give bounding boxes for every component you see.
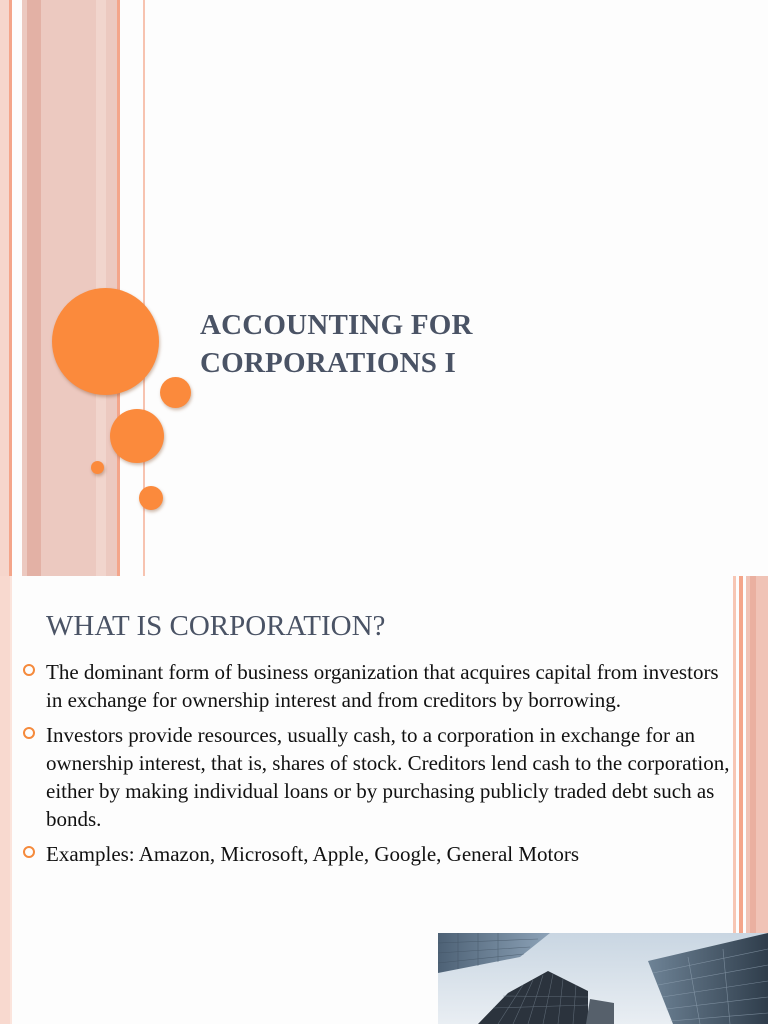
decorative-circle-small xyxy=(139,486,163,510)
bullet-icon xyxy=(23,664,35,676)
bullet-list xyxy=(22,658,734,875)
decorative-stripe xyxy=(9,0,12,576)
decorative-circle-large xyxy=(52,288,159,395)
decorative-stripe xyxy=(10,576,12,1024)
bullet-text: Examples: Amazon, Microsoft, Apple, Google, General Motors xyxy=(46,842,580,866)
decorative-circle-small xyxy=(160,377,191,408)
decorative-stripe xyxy=(0,576,10,1024)
decorative-circle-medium xyxy=(110,409,164,463)
bullet-text: The dominant form of business organization that acquires capital from investors in exchange for ownership interest and from creditors by borrowing. xyxy=(46,660,719,712)
presentation-title xyxy=(200,306,720,382)
content-slide xyxy=(0,576,768,1024)
skyscrapers-photo xyxy=(438,933,768,1024)
decorative-stripe xyxy=(117,0,120,576)
list-item xyxy=(22,840,734,868)
list-item xyxy=(22,721,734,833)
list-item xyxy=(22,658,734,714)
decorative-circle-tiny xyxy=(91,461,104,474)
bullet-icon xyxy=(23,846,35,858)
decorative-stripe xyxy=(27,0,41,576)
decorative-stripe xyxy=(0,0,9,576)
title-line: ACCOUNTING FOR xyxy=(200,309,473,341)
bullet-icon xyxy=(23,727,35,739)
slide-title: WHAT IS CORPORATION? xyxy=(46,610,386,642)
title-line: CORPORATIONS I xyxy=(200,347,457,379)
bullet-text: Investors provide resources, usually cash, to a corporation in exchange for an ownership interest, that is, shares of stock. Creditors lend cash to the corporation, either by making individual loans or by purchasing publicly traded debt such as bonds. xyxy=(46,723,730,831)
